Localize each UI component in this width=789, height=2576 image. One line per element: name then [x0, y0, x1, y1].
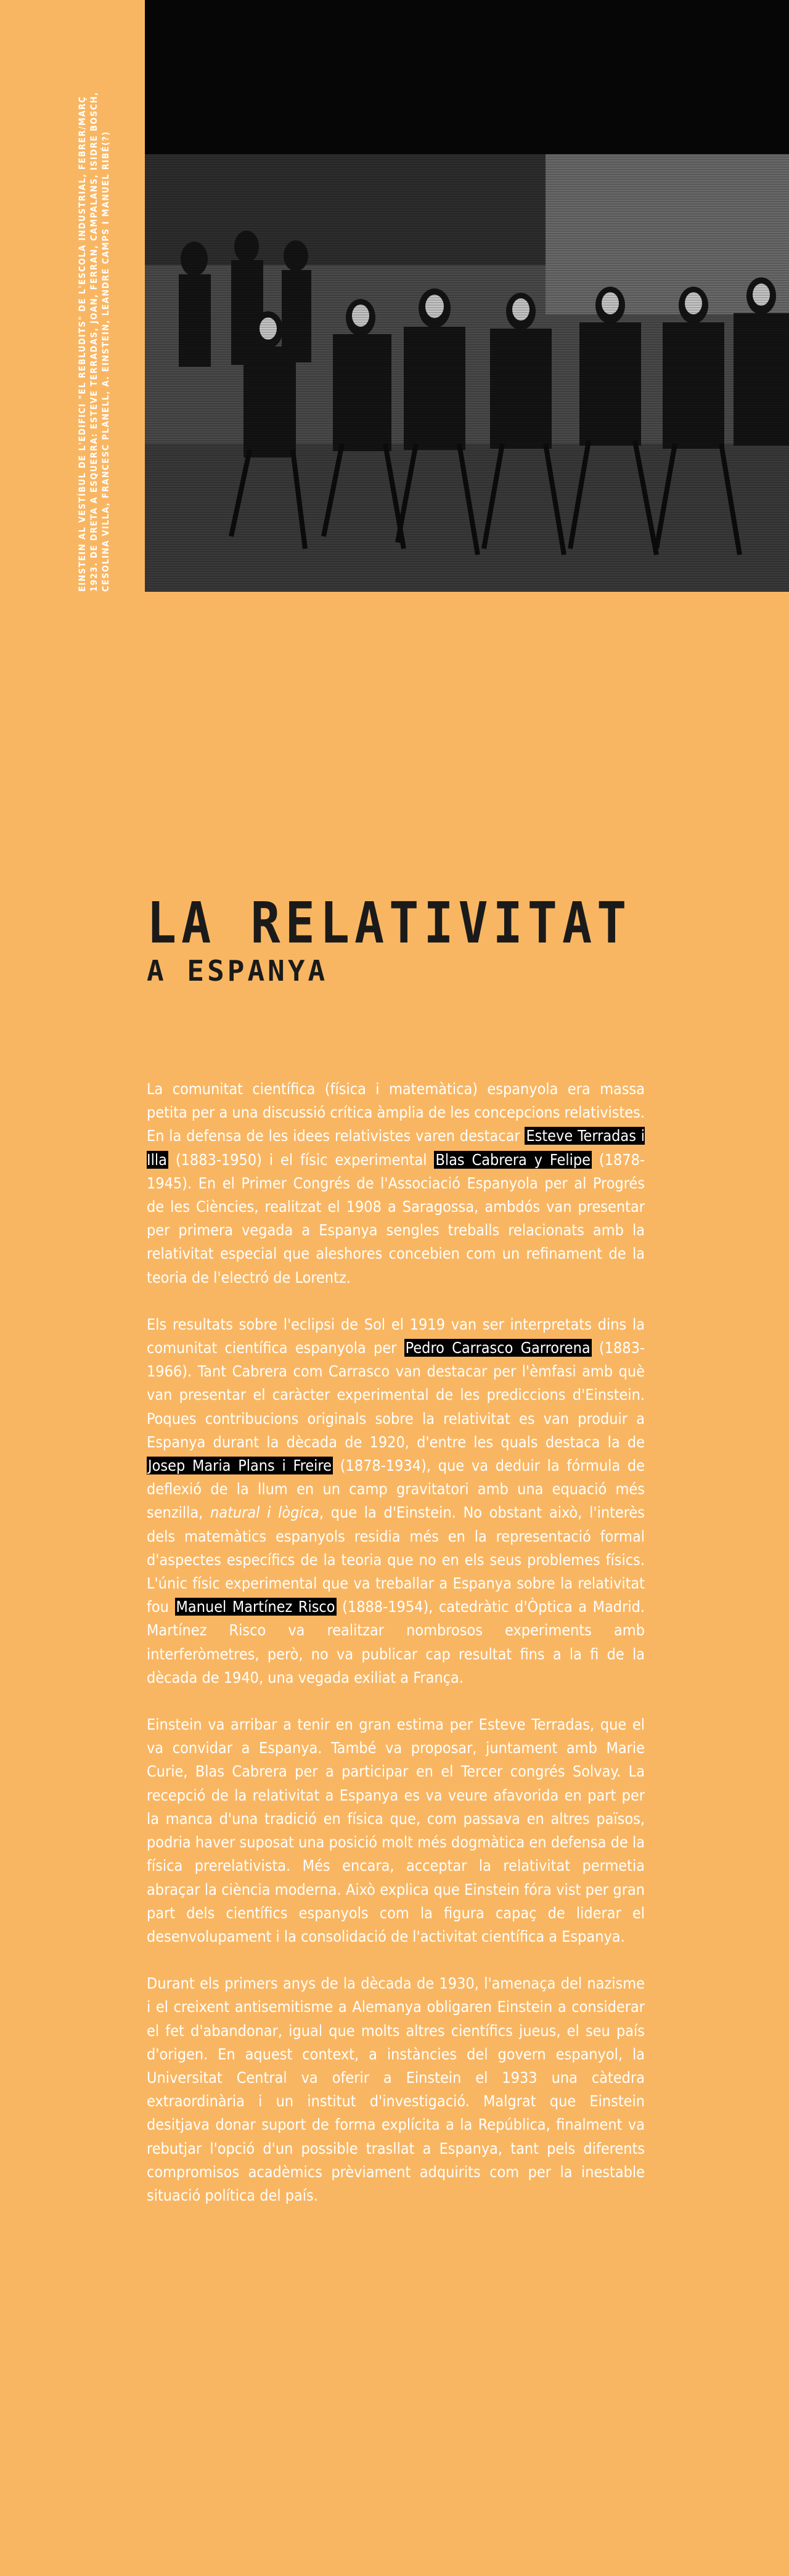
text: , que la d'Einstein. No obstant això, l'interès dels matemàtics espanyols residia més en la representació formal d'aspectes específics de la teoria que no en els seus problemes físics. L'únic físic experimental que va treballar a Espanya sobre la relativitat fou	[147, 1503, 645, 1616]
highlighted-name: Blas Cabrera y Felipe	[435, 1150, 591, 1169]
historical-photo	[145, 154, 789, 592]
text: (1878-1945). En el Primer Congrés de l'Associació Espanyola per al Progrés de les Ciències, realitzat el 1908 a Saragossa, ambdós van presentar per primera vegada a Espanya sengles treballs relacionats amb la relativitat especial que aleshores concebien com un refinament de la teoria de l'electró de Lorentz.	[147, 1150, 645, 1286]
page-title	[147, 891, 631, 988]
title-line-1: LA RELATIVITAT	[147, 889, 632, 956]
highlighted-name: Manuel Martínez Risco	[176, 1598, 335, 1616]
article-body	[147, 1077, 645, 2231]
text: (1883-1950) i el físic experimental	[168, 1150, 435, 1169]
paragraph-4: Durant els primers anys de la dècada de 1930, l'amenaça del nazisme i el creixent antisemitisme a Alemanya obligaren Einstein a considerar el fet d'abandonar, igual que molts altres científics jueus, el seu país d'origen. En aquest context, a instàncies del govern espanyol, la Universitat Central va oferir a Einstein el 1933 una càtedra extraordinària i un institut d'investigació. Malgrat que Einstein desitjava donar suport de forma explícita a la República, finalment va rebutjar l'opció d'un possible trasllat a Espanya, tant pels diferents compromisos acadèmics prèviament adquirits com per la inestable situació política del país.	[147, 1974, 645, 2204]
photo-illustration	[145, 154, 789, 592]
highlighted-name: Pedro Carrasco Garrorena	[405, 1339, 591, 1357]
photo-caption	[77, 91, 145, 592]
title-line-2: A ESPANYA	[147, 954, 329, 987]
text: (1883-1966). Tant Cabrera com Carrasco van destacar per l'èmfasi amb què van presentar el caràcter experimental de les prediccions d'Einstein. Poques contribucions originals sobre la relativitat es van produir a Espanya durant la dècada de 1920, d'entre les quals destaca la de	[147, 1339, 645, 1451]
text: (1878-1934), que va deduir la fórmula de deflexió de la llum en un camp gravitatori amb una equació més senzilla,	[147, 1457, 645, 1522]
highlighted-name: Esteve Terradas i Illa	[147, 1127, 645, 1169]
caption-line: EINSTEIN AL VESTÍBUL DE L'EDIFICI "EL REBLUDITS" DE L'ESCOLA INDUSTRIAL, FEBRER/MARÇ	[78, 96, 88, 592]
text: La comunitat científica (física i matemàtica) espanyola era massa petita per a una discussió crítica àmplia de les concepcions relativistes. En la defensa de les idees relativistes varen destacar	[147, 1080, 645, 1145]
paragraph-2	[147, 1313, 645, 1690]
highlighted-name: Josep Maria Plans i Freire	[148, 1457, 332, 1475]
paragraph-1	[147, 1077, 645, 1290]
caption-line: 1923. DE DRETA A ESQUERRA: ESTEVE TERRADAS, JOAN, FERRAN, CAMPALANS, ISIDRE BOSCH,	[89, 91, 99, 592]
photo-block	[145, 0, 789, 592]
paragraph-3: Einstein va arribar a tenir en gran estima per Esteve Terradas, que el va convidar a Espanya. També va proposar, juntament amb Marie Curie, Blas Cabrera per a participar en el Tercer congrés Solvay. La recepció de la relativitat a Espanya es va veure afavorida en part per la manca d'una tradició en física que, com passava en altres països, podria haver suposat una posició molt més dogmàtica en defensa de la física prerelativista. Més encara, acceptar la relativitat permetia abraçar la ciència moderna. Això explica que Einstein fóra vist per gran part dels científics espanyols com la figura capaç de liderar el desenvolupament i la consolidació de l'activitat científica a Espanya.	[147, 1715, 645, 1945]
text: (1888-1954), catedràtic d'Òptica a Madrid. Martínez Risco va realitzar nombrosos experiments amb interferòmetres, però, no va publicar cap resultat fins a la fi de la dècada de 1940, una vegada exiliat a França.	[147, 1598, 645, 1687]
text: Els resultats sobre l'eclipsi de Sol el 1919 van ser interpretats dins la comunitat científica espanyola per	[147, 1315, 645, 1357]
emphasis: natural i lògica	[210, 1503, 319, 1522]
caption-line: CESOLINA VILLA, FRANCESC PLANELL, A. EINSTEIN, LEANDRE CAMPS I MANUEL RIBÉ(?)	[101, 131, 111, 592]
